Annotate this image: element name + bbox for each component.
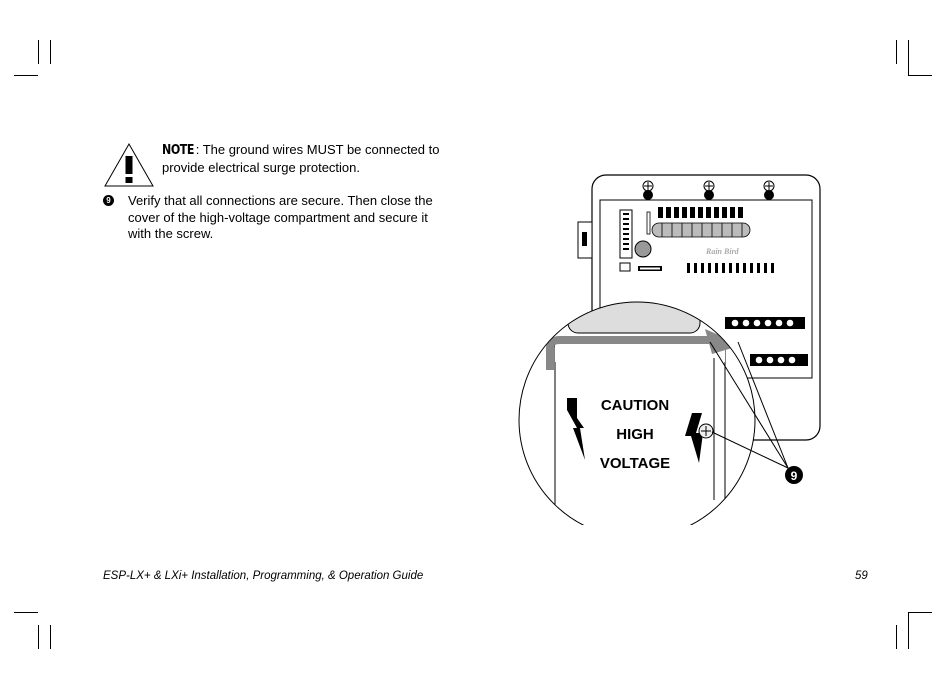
note-text	[162, 142, 462, 176]
note-body: The ground wires MUST be connected to provide electrical surge protection.	[162, 142, 440, 175]
caution-line-3: VOLTAGE	[599, 455, 671, 472]
caution-line-1: CAUTION	[600, 397, 670, 414]
controller-illustration	[510, 170, 830, 525]
caution-line-2: HIGH	[616, 426, 654, 443]
note-label: NOTE	[162, 143, 195, 158]
footer-guide-title: ESP-LX+ & LXi+ Installation, Programming, & Operation Guide	[103, 570, 424, 582]
brand-mark: Rain Bird	[706, 247, 739, 256]
step-number-badge: 9	[103, 195, 114, 206]
footer-page-number: 59	[855, 570, 868, 582]
step-text: Verify that all connections are secure. Then close the cover of the high-voltage compartment and secure it with the screw.	[128, 193, 433, 241]
note-separator: :	[195, 142, 200, 157]
callout-number: 9	[790, 469, 798, 483]
warning-icon	[103, 142, 155, 188]
